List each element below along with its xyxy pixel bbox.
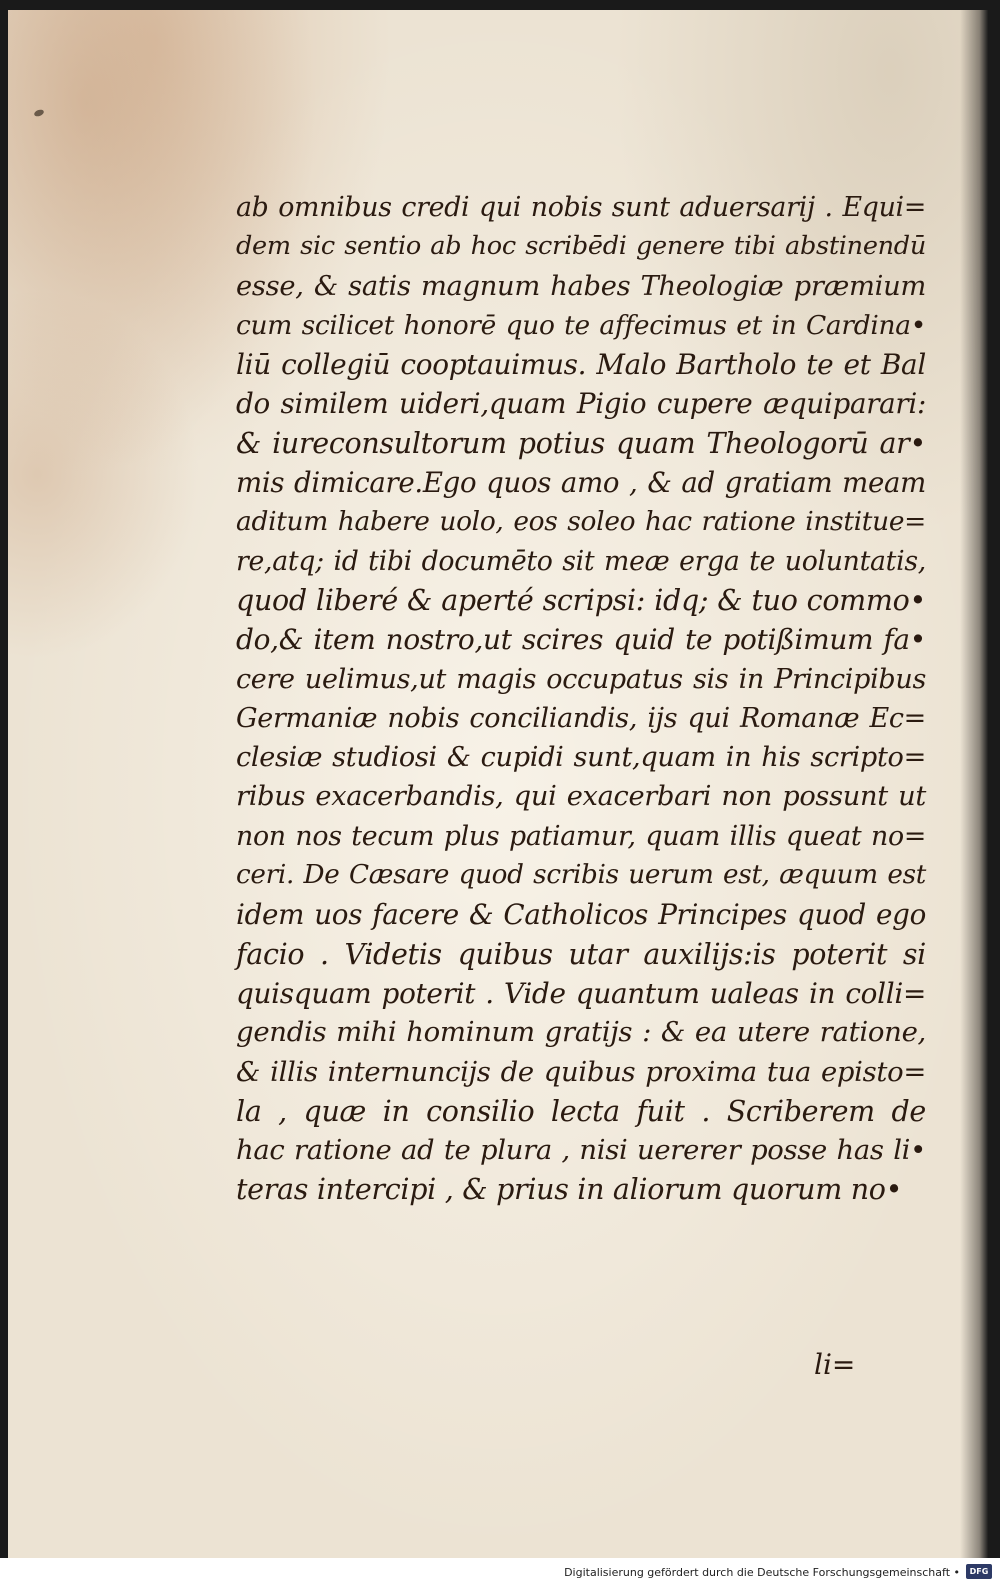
text-line: re,atq; id tibi documēto sit meæ erga te uoluntatis, bbox=[236, 545, 926, 577]
text-line: idem uos facere & Catholicos Principes quod ego bbox=[236, 898, 926, 932]
text-line: liū collegiū cooptauimus. Malo Bartholo te et Bal bbox=[236, 348, 926, 382]
text-line: & iureconsultorum potius quam Theologorū ar• bbox=[236, 426, 926, 460]
text-line: hac ratione ad te plura , nisi uererer posse has li• bbox=[236, 1135, 926, 1167]
text-line: teras intercipi , & prius in aliorum quorum no• bbox=[236, 1173, 903, 1207]
text-line: quisquam poterit . Vide quantum ualeas in colli= bbox=[236, 976, 926, 1010]
catchword: li= bbox=[814, 1348, 856, 1381]
book-gutter-shadow bbox=[960, 10, 988, 1558]
text-line: gendis mihi hominum gratijs : & ea utere ratione, bbox=[236, 1016, 926, 1049]
text-line: aditum habere uolo, eos soleo hac ratione institue= bbox=[236, 506, 926, 538]
text-line: dem sic sentio ab hoc scribēdi genere tibi abstinendū bbox=[236, 231, 926, 262]
text-line: ribus exacerbandis, qui exacerbari non possunt ut bbox=[236, 781, 926, 813]
text-line: la , quæ in consilio lecta fuit . Scriberem de bbox=[236, 1094, 926, 1128]
text-line: non nos tecum plus patiamur, quam illis queat no= bbox=[236, 820, 926, 852]
text-line: ceri. De Cæsare quod scribis uerum est, æquum est bbox=[236, 860, 926, 891]
book-page bbox=[8, 10, 988, 1558]
text-line: facio . Videtis quibus utar auxilijs:is poterit si bbox=[236, 937, 926, 971]
digitization-footer bbox=[0, 1558, 1000, 1592]
text-line: quod liberé & aperté scripsi: idq; & tuo commo• bbox=[236, 583, 926, 617]
text-line: cum scilicet honorē quo te affecimus et in Cardina• bbox=[236, 309, 926, 341]
dfg-logo-icon: DFG bbox=[966, 1564, 992, 1579]
text-line: do similem uideri,quam Pigio cupere æquiparari: bbox=[236, 387, 926, 421]
funding-credit: Digitalisierung gefördert durch die Deutsche Forschungsgemeinschaft • bbox=[564, 1566, 960, 1579]
ink-spot bbox=[33, 108, 44, 117]
text-line: cere uelimus,ut magis occupatus sis in Principibus bbox=[236, 663, 926, 695]
text-line: esse, & satis magnum habes Theologiæ præmium bbox=[236, 270, 926, 302]
text-line: & illis internuncijs de quibus proxima tua episto= bbox=[236, 1056, 926, 1088]
text-line: ab omnibus credi qui nobis sunt aduersarij . Equi= bbox=[236, 192, 926, 223]
text-line: do,& item nostro,ut scires quid te potißimum fa• bbox=[236, 623, 926, 657]
text-line: clesiæ studiosi & cupidi sunt,quam in his scripto= bbox=[236, 742, 926, 774]
page-body-text bbox=[236, 188, 926, 1210]
text-line: mis dimicare.Ego quos amo , & ad gratiam meam bbox=[236, 466, 926, 500]
text-line: Germaniæ nobis conciliandis, ijs qui Romanæ Ec= bbox=[236, 702, 926, 734]
